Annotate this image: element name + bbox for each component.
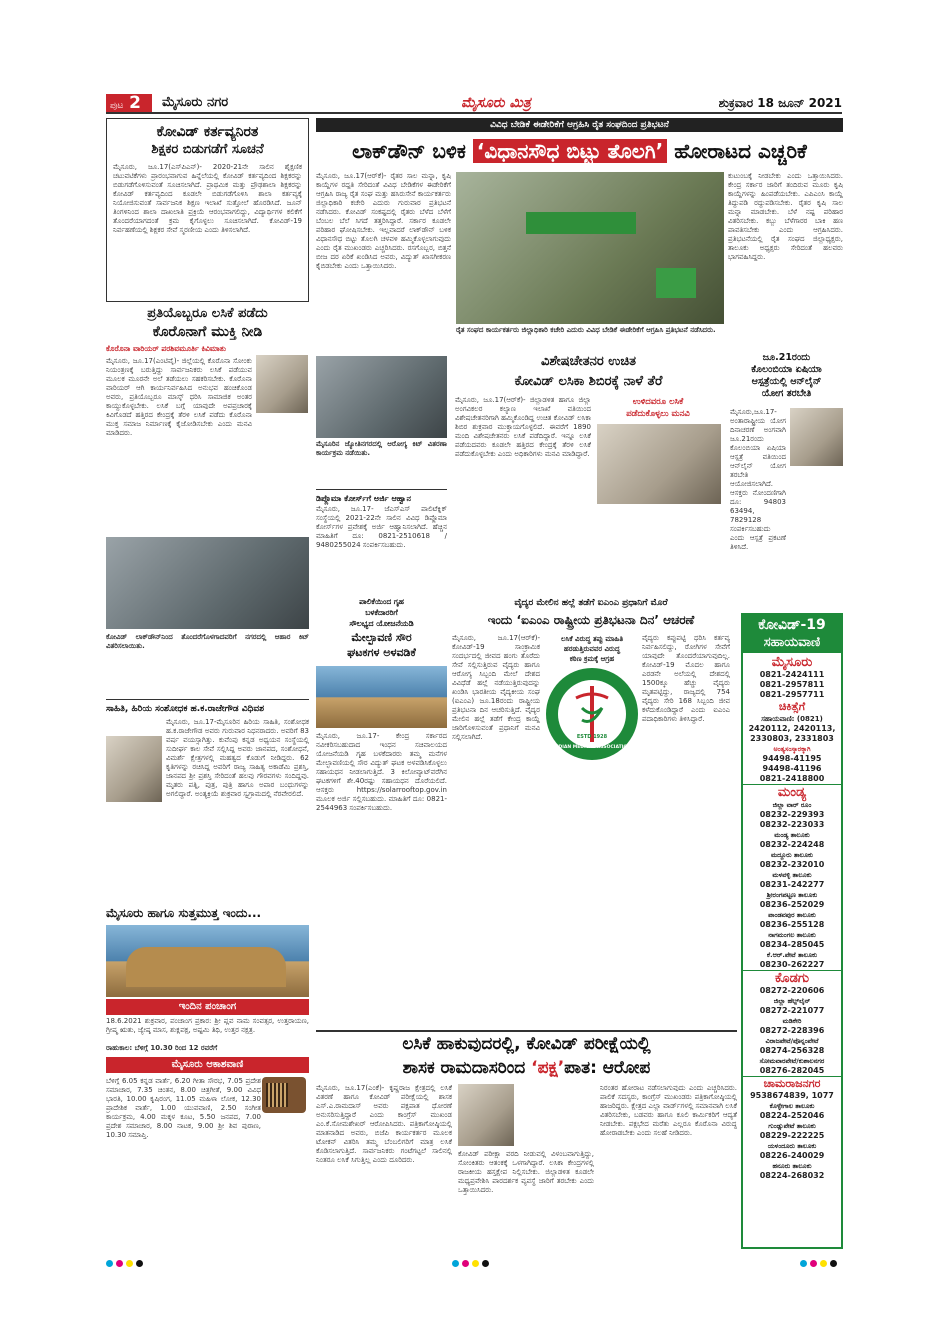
phone-number: ಸಹಾಯವಾಣಿ: (0821) (761, 715, 823, 723)
phone-number: 08232-229393 (759, 810, 825, 819)
bottom-headline-1: ಲಸಿಕೆ ಹಾಕುವುದರಲ್ಲಿ, ಕೋವಿಡ್ ಪರೀಕ್ಷೆಯಲ್ಲಿ (402, 1034, 651, 1054)
magenta-dot (810, 1260, 817, 1267)
solar-body: ಮೈಸೂರು, ಜೂ.17- ಕೇಂದ್ರ ಸರ್ಕಾರದ ನವೀಕರಿಸಬಹುದಾದ ಇಂಧನ ಸಚಿವಾಲಯದ ಯೋಜನೆಯಡಿ ಗೃಹ ಬಳಕೆದಾರರು ತಮ್ಮ ಮನೆಗಳ ಮೇಲ್ಛಾವಣಿಯಲ್ಲಿ ಸೌರ ವಿದ್ಯುತ್ ಘಟಕ ಅಳವಡಿಸಿಕೊಳ್ಳಲು ಸಹಾಯಧನ ನೀಡಲಾಗುತ್ತಿದೆ. 3 ಕಿಲೋವ್ಯಾಟ್‌ವರೆಗಿನ ಘಟಕಗಳಿಗೆ ಶೇ.40ರಷ್ಟು ಸಹಾಯಧನ ದೊರೆಯಲಿದೆ. ಆಸಕ್ತರು https://solarrooftop.gov.in ಮೂಲಕ ಅರ್ಜಿ ಸಲ್ಲಿಸಬಹುದು. ಮಾಹಿತಿಗೆ ದೂ: 0821-2544963 ಸಂಪರ್ಕಿಸಬಹುದು. (316, 732, 447, 812)
district-name: ಕೊಡಗು (774, 971, 810, 986)
district-name: ಚಾಮರಾಜನಗರ (763, 1077, 821, 1090)
ima-body-b: ವೈದ್ಯರು ಕಪ್ಪುಪಟ್ಟಿ ಧರಿಸಿ ಕರ್ತವ್ಯ ನಿರ್ವಹಿಸಲಿದ್ದು, ರೋಗಿಗಳ ಸೇವೆಗೆ ಯಾವುದೇ ತೊಂದರೆಯಾಗುವುದಿಲ್ಲ. ಕೋವಿಡ್-19 ಮೊದಲ ಹಾಗೂ ಎರಡನೇ ಅಲೆಯಲ್ಲಿ ದೇಶದಲ್ಲಿ 1500ಕ್ಕೂ ಹೆಚ್ಚು ವೈದ್ಯರು ಮೃತಪಟ್ಟಿದ್ದು, ರಾಜ್ಯದಲ್ಲಿ 754 ವೈದ್ಯರು ಸೇರಿ 168 ಸಿಬ್ಬಂದಿ ಜೀವ ಕಳೆದುಕೊಂಡಿದ್ದಾರೆ ಎಂದು ಐಎಂಎ ಪದಾಧಿಕಾರಿಗಳು ತಿಳಿಸಿದ್ದಾರೆ. (642, 634, 730, 723)
story-teachers-headline-1: ಕೋವಿಡ್ ಕರ್ತವ್ಯನಿರತ (156, 124, 259, 140)
district-name: ಮಂಡ್ಯ (777, 785, 807, 800)
phone-number: 08234-285045 (759, 940, 825, 949)
cyan-dot (800, 1260, 807, 1267)
diploma-story-body: ಮೈಸೂರು, ಜೂ.17- ಜೆಎಸ್‌ಎಸ್ ಪಾಲಿಟೆಕ್ನಿಕ್ ಸಂಸ್ಥೆಯಲ್ಲಿ 2021-22ನೇ ಸಾಲಿನ ವಿವಿಧ ಡಿಪ್ಲೊಮಾ ಕೋರ್ಸ್‌ಗಳ ಪ್ರವೇಶಕ್ಕೆ ಅರ್ಜಿ ಆಹ್ವಾನಿಸಲಾಗಿದೆ. ಹೆಚ್ಚಿನ ಮಾಹಿತಿಗೆ ದೂ: 0821-2510618 / 9480255024 ಸಂಪರ್ಕಿಸಬಹುದು. (316, 505, 447, 549)
phone-number: 0821-2957811 (759, 680, 825, 689)
phone-number: 0821-2424111 (759, 670, 825, 679)
magenta-dot (116, 1260, 123, 1267)
story-teachers (106, 118, 309, 302)
story-teachers-body: ಮೈಸೂರು, ಜೂ.17(ಎಸ್‌ಪಿಎನ್)- 2020-21ನೇ ಸಾಲಿನ ಶೈಕ್ಷಣಿಕ ಚಟುವಟಿಕೆಗಳು ಪ್ರಾರಂಭವಾಗುವ ಹಿನ್ನೆಲೆಯಲ್ಲಿ ಕೋವಿಡ್ ಕರ್ತವ್ಯದಿಂದ ಶಿಕ್ಷಕರನ್ನು ಬಿಡುಗಡೆಗೊಳಿಸುವಂತೆ ಸೂಚಿಸಲಾಗಿದೆ. ಪ್ರಾಥಮಿಕ ಮತ್ತು ಪ್ರೌಢಶಾಲಾ ಶಿಕ್ಷಕರನ್ನು ಕೋವಿಡ್ ಕರ್ತವ್ಯದಿಂದ ಕೂಡಲೇ ಬಿಡುಗಡೆಗೊಳಿಸಿ ಶಾಲಾ ಕರ್ತವ್ಯಕ್ಕೆ ನಿಯೋಜಿಸುವಂತೆ ಸಾರ್ವಜನಿಕ ಶಿಕ್ಷಣ ಇಲಾಖೆ ಸುತ್ತೋಲೆ ಹೊರಡಿಸಿದೆ. ಜೂನ್ ತಿಂಗಳಿನಿಂದ ಶಾಲಾ ದಾಖಲಾತಿ ಪ್ರಕ್ರಿಯೆ ಆರಂಭವಾಗಲಿದ್ದು, ವಿದ್ಯಾರ್ಥಿಗಳ ಕಲಿಕೆಗೆ ತೊಂದರೆಯಾಗದಂತೆ ಕ್ರಮ ಕೈಗೊಳ್ಳಲು ಸೂಚಿಸಲಾಗಿದೆ. ಕೋವಿಡ್-19 ನಿರ್ವಹಣೆಯಲ್ಲಿ ಶಿಕ್ಷಕರ ಸೇವೆ ಸ್ಮರಣೀಯ ಎಂದು ತಿಳಿಸಲಾಗಿದೆ. (113, 163, 302, 234)
phone-label: ಮಂಡ್ಯ ತಾಲೂಕು (774, 831, 810, 839)
phone-number: 0821-2957711 (759, 690, 825, 699)
ima-logo-text: INDIAN MEDICAL ASSOCIATION (553, 745, 631, 750)
yellow-dot (820, 1260, 827, 1267)
magenta-dot (462, 1260, 469, 1267)
radio-body: ಬೆಳಿಗ್ಗೆ 6.05 ಕನ್ನಡ ವಾರ್ತೆ, 6.20 ಗೀತಾ ಸೌರಭ, 7.05 ಪ್ರದೇಶ ಸಮಾಚಾರ, 7.35 ಚಿಂತನ, 8.00 ಚಿತ್ರಗೀತೆ, 9.00 ವಿವಿಧ ಭಾರತಿ, 10.00 ಕೃಷಿರಂಗ, 11.05 ಮಹಿಳಾ ಲೋಕ, 12.30 ಪ್ರಾದೇಶಿಕ ವಾರ್ತೆ, 1.00 ಯುವವಾಣಿ, 2.50 ಸಂಗೀತ ಕಾರ್ಯಕ್ರಮ, 4.00 ಮಕ್ಕಳ ಕೂಟ, 5.50 ಜನಪದ, 7.00 ಪ್ರದೇಶ ಸಮಾಚಾರ, 8.00 ನಾಟಕ, 9.00 ಶ್ರೀ ಶಿವ ಪುರಾಣ, 10.30 ಸಮಾಪ್ತಿ. (106, 1077, 261, 1139)
phone-number: 08231-242277 (759, 880, 825, 889)
helpline-title-1: ಕೋವಿಡ್-19 (758, 617, 826, 633)
story-obituary (106, 699, 309, 899)
black-dot (136, 1260, 143, 1267)
phone-number: 08232-232010 (759, 860, 825, 869)
yoga-title-1: ಜೂ.21ರಂದು (762, 352, 811, 363)
page-label (106, 94, 152, 112)
phone-label: ಮಡಿಕೇರಿ (782, 1017, 802, 1025)
solar-title-2: ಬಳಕೆದಾರರಿಗೆ (365, 608, 398, 617)
masthead: ಮೈಸೂರು ಮಿತ್ರ (461, 95, 531, 111)
page-header (106, 92, 842, 114)
phone-number: 08236-255128 (759, 920, 825, 929)
story-vaccine-warrior-body: ಮೈಸೂರು, ಜೂ.17(ಎಂಟಿವೈ)- ಜಿಲ್ಲೆಯಲ್ಲಿ ಕೊರೊನಾ ಸೋಂಕು ನಿಯಂತ್ರಣಕ್ಕೆ ಬರುತ್ತಿದ್ದು ಸಾರ್ವಜನಿಕರು ಲಸಿಕೆ ಪಡೆಯುವ ಮೂಲಕ ಮೂರನೇ ಅಲೆ ತಡೆಯಲು ಸಹಕರಿಸಬೇಕು. ಕೊರೊನಾ ವಾರಿಯರ್ ಆಗಿ ಕಾರ್ಯನಿರ್ವಹಿಸಿದ ಅನುಭವ ಹಂಚಿಕೊಂಡ ಅವರು, ಪ್ರತಿಯೊಬ್ಬರೂ ಮಾಸ್ಕ್ ಧರಿಸಿ ಸಾಮಾಜಿಕ ಅಂತರ ಕಾಯ್ದುಕೊಳ್ಳಬೇಕು. ಲಸಿಕೆ ಬಗ್ಗೆ ಯಾವುದೇ ಅಪಪ್ರಚಾರಕ್ಕೆ ಕಿವಿಗೊಡದೆ ಹತ್ತಿರದ ಕೇಂದ್ರಕ್ಕೆ ತೆರಳಿ ಲಸಿಕೆ ಪಡೆದು ಕೊರೊನಾ ಮುಕ್ತ ಸಮಾಜ ನಿರ್ಮಾಣಕ್ಕೆ ಕೈಜೋಡಿಸಬೇಕು ಎಂದು ಮನವಿ ಮಾಡಿದರು. (106, 357, 252, 437)
issue-date: ಶುಕ್ರವಾರ 18 ಜೂನ್ 2021 (718, 96, 842, 110)
panchanga-line-2: ರಾಹುಕಾಲ: ಬೆಳಿಗ್ಗೆ 10.30 ರಿಂದ 12 ರವರೆಗೆ (106, 1044, 218, 1052)
page-number: 2 (129, 93, 141, 113)
yoga-title-3: ಆಸ್ಪತ್ರೆಯಲ್ಲಿ ಆನ್‌ಲೈನ್ (751, 376, 822, 387)
district-treatment (743, 700, 841, 784)
special-camp-headline-a: ವಿಶೇಷಚೇತನರ ಉಚಿತ (541, 354, 636, 369)
special-camp-sub-2: ಪಡೆದುಕೊಳ್ಳಲು ಮನವಿ (626, 409, 690, 419)
yellow-dot (126, 1260, 133, 1267)
food-kit-caption: ಕೋವಿಡ್ ಲಾಕ್‌ಡೌನ್‌ನಿಂದ ತೊಂದರೆಗೊಳಗಾದವರಿಗೆ ನಗರದಲ್ಲಿ ಆಹಾರ ಕಿಟ್ ವಿತರಿಸಲಾಯಿತು. (106, 633, 309, 650)
lead-headline-b: ‘ವಿಧಾನಸೌಧ ಬಿಟ್ಟು ತೊಲಗಿ’ (473, 139, 667, 163)
lead-kicker: ವಿವಿಧ ಬೇಡಿಕೆ ಈಡೇರಿಕೆಗೆ ಆಗ್ರಹಿಸಿ ರೈತ ಸಂಘದಿಂದ ಪ್ರತಿಭಟನೆ (316, 118, 843, 132)
phone-number: 08224-268032 (759, 1171, 825, 1180)
story-teachers-headline-2: ಶಿಕ್ಷಕರ ಬಿಡುಗಡೆಗೆ ಸೂಚನೆ (151, 142, 264, 157)
phone-number: 08272-220606 (759, 986, 825, 995)
bottom-headline-2a: ಶಾಸಕ ರಾಮದಾಸರಿಂದ (402, 1058, 526, 1078)
story-vaccine-warrior-headline-2: ಕೊರೊನಾಗೆ ಮುಕ್ತಿ ನೀಡಿ (152, 324, 263, 340)
phone-number: 08230-262227 (759, 960, 825, 969)
phone-label: ಗುಂಡ್ಲುಪೇಟೆ ತಾಲೂಕು (768, 1122, 816, 1130)
helpline-box (741, 613, 843, 1249)
phone-number: 2420112, 2420113, (748, 724, 836, 733)
solar-story (316, 596, 447, 1026)
ima-story (452, 596, 730, 1026)
phone-number: 08232-223033 (759, 820, 825, 829)
mysore-palace-photo (106, 925, 309, 997)
phone-label: ಯಳಂದೂರು ತಾಲೂಕು (767, 1142, 817, 1150)
lead-body-right: ಕುಟುಂಬಕ್ಕೆ ನೀಡಬೇಕು ಎಂದು ಒತ್ತಾಯಿಸಿದರು. ಕೇಂದ್ರ ಸರ್ಕಾರ ಜಾರಿಗೆ ತಂದಿರುವ ಮೂರು ಕೃಷಿ ಕಾಯ್ದೆಗಳನ್ನು ಹಿಂಪಡೆಯಬೇಕು. ಎಪಿಎಂಸಿ ಕಾಯ್ದೆ ತಿದ್ದುಪಡಿ ರದ್ದುಪಡಿಸಬೇಕು. ರೈತರ ಕೃಷಿ ಸಾಲ ಮನ್ನಾ ಮಾಡಬೇಕು. ಬೆಳೆ ನಷ್ಟ ಪರಿಹಾರ ವಿತರಿಸಬೇಕು. ಕಬ್ಬು ಬೆಳೆಗಾರರ ಬಾಕಿ ಹಣ ಪಾವತಿಸಬೇಕು ಎಂದು ಆಗ್ರಹಿಸಿದರು. ಪ್ರತಿಭಟನೆಯಲ್ಲಿ ರೈತ ಸಂಘದ ಜಿಲ್ಲಾಧ್ಯಕ್ಷರು, ತಾಲೂಕು ಅಧ್ಯಕ್ಷರು ಸೇರಿದಂತೆ ಹಲವರು ಭಾಗವಹಿಸಿದ್ದರು. (728, 172, 843, 261)
bottom-body-b: ಕೋವಿಡ್ ಪರೀಕ್ಷಾ ವರದಿ ನೀಡುವಲ್ಲಿ ವಿಳಂಬವಾಗುತ್ತಿದ್ದು, ಸೋಂಕಿತರು ಆತಂಕಕ್ಕೆ ಒಳಗಾಗಿದ್ದಾರೆ. ಲಸಿಕಾ ಕೇಂದ್ರಗಳಲ್ಲಿ ರಾಜಕೀಯ ಹಸ್ತಕ್ಷೇಪ ನಿಲ್ಲಿಸಬೇಕು. ಜಿಲ್ಲಾಡಳಿತ ಕೂಡಲೇ ಮಧ್ಯಪ್ರವೇಶಿಸಿ ಪಾರದರ್ಶಕ ವ್ಯವಸ್ಥೆ ಜಾರಿಗೆ ತರಬೇಕು ಎಂದು ಒತ್ತಾಯಿಸಿದರು. (458, 1150, 594, 1194)
phone-number: 08236-252029 (759, 900, 825, 909)
bottom-headline-2b: ‘ಪಕ್ಷ’ (531, 1058, 565, 1078)
phone-number: 0821-2418800 (759, 774, 825, 783)
food-kit-photo (106, 537, 309, 629)
ima-logo-year: ESTD 1928 (576, 734, 608, 740)
story-vaccine-warrior-headline-1: ಪ್ರತಿಯೊಬ್ಬರೂ ಲಸಿಕೆ ಪಡೆದು (147, 306, 268, 321)
story-vaccine-warrior-subhead: ಕೊರೊನಾ ವಾರಿಯರ್ ಪರಶಿವಮೂರ್ತಿ ಕಿವಿಮಾತು (106, 344, 226, 353)
lead-headline-a: ಲಾಕ್‌ಡೌನ್ ಬಳಿಕ (352, 139, 466, 163)
phone-label: ಅಂತ್ಯಸಂಸ್ಕಾರಕ್ಕಾಗಿ (773, 745, 811, 753)
district-kodagu (743, 970, 841, 1076)
page-label-text: ಪುಟ (110, 101, 124, 111)
vaccination-photo (597, 424, 721, 504)
phone-label: ವಿರಾಜಪೇಟೆ/ಪೊನ್ನಂಪೇಟೆ (765, 1037, 819, 1045)
special-camp-sub (595, 396, 721, 420)
kit-distribution-caption: ಮೈಸೂರಿನ ಜ್ಯೋತಿನಗರದಲ್ಲಿ ಆರೋಗ್ಯ ಕಿಟ್ ವಿತರಣಾ ಕಾರ್ಯಕ್ರಮ ನಡೆಯಿತು. (316, 440, 447, 457)
cyan-dot (452, 1260, 459, 1267)
today-title: ಮೈಸೂರು ಹಾಗೂ ಸುತ್ತಮುತ್ತ ಇಂದು... (106, 906, 262, 920)
protest-banner (526, 212, 636, 234)
story-obituary-headline: ಸಾಹಿತಿ, ಹಿರಿಯ ಸಂಶೋಧಕ ಹ.ಕ.ರಾಜೇಗೌಡ ವಿಧಿವಶ (106, 704, 265, 714)
yellow-dot (472, 1260, 479, 1267)
bottom-story (316, 1030, 737, 1249)
speaker-portrait (458, 1084, 514, 1146)
solar-title-5: ಘಟಕಗಳ ಅಳವಡಿಕೆ (347, 646, 416, 659)
lead-body-left: ಮೈಸೂರು, ಜೂ.17(ಆರ್‌ಕೆ)- ರೈತರ ಸಾಲ ಮನ್ನಾ, ಕೃಷಿ ಕಾಯ್ದೆಗಳ ರದ್ದತಿ ಸೇರಿದಂತೆ ವಿವಿಧ ಬೇಡಿಕೆಗಳ ಈಡೇರಿಕೆಗೆ ಆಗ್ರಹಿಸಿ ರಾಜ್ಯ ರೈತ ಸಂಘ ಮತ್ತು ಹಸಿರುಸೇನೆ ಕಾರ್ಯಕರ್ತರು ಜಿಲ್ಲಾಧಿಕಾರಿ ಕಚೇರಿ ಎದುರು ಗುರುವಾರ ಪ್ರತಿಭಟನೆ ನಡೆಸಿದರು. ಕೋವಿಡ್ ಸಂಕಷ್ಟದಲ್ಲಿ ರೈತರು ಬೆಳೆದ ಬೆಳೆಗೆ ಬೆಂಬಲ ಬೆಲೆ ಸಿಗದೆ ತತ್ತರಿಸಿದ್ದಾರೆ. ಸರ್ಕಾರ ಕೂಡಲೇ ಪರಿಹಾರ ಘೋಷಿಸಬೇಕು. ಇಲ್ಲವಾದರೆ ಲಾಕ್‌ಡೌನ್ ಬಳಿಕ ವಿಧಾನಸೌಧ ಬಿಟ್ಟು ತೊಲಗಿ ಚಳವಳಿ ಹಮ್ಮಿಕೊಳ್ಳಲಾಗುವುದು ಎಂದು ರೈತ ಮುಖಂಡರು ಎಚ್ಚರಿಸಿದರು. ರಸಗೊಬ್ಬರ, ಬಿತ್ತನೆ ಬೀಜ ದರ ಏರಿಕೆ ಖಂಡಿಸಿದ ಅವರು, ವಿದ್ಯುತ್ ಖಾಸಗೀಕರಣ ಕೈಬಿಡಬೇಕು ಎಂದು ಒತ್ತಾಯಿಸಿದರು. (316, 172, 451, 270)
section-name: ಮೈಸೂರು ನಗರ (162, 95, 229, 110)
yoga-title-4: ಯೋಗ ತರಬೇತಿ (761, 388, 812, 399)
registration-dots-left (106, 1252, 146, 1271)
phone-number: 08276-282045 (759, 1066, 825, 1075)
kit-distribution-photo (316, 356, 447, 438)
district-name: ಚಿಕಿತ್ಸೆಗೆ (778, 700, 806, 713)
panchanga-line-1: 18.6.2021 ಶುಕ್ರವಾರ, ಪಂಚಾಂಗ ಪ್ರಕಾರ: ಶ್ರೀ ಪ್ಲವ ನಾಮ ಸಂವತ್ಸರ, ಉತ್ತರಾಯಣ, ಗ್ರೀಷ್ಮ ಋತು, ಜ್ಯೇಷ್ಠ ಮಾಸ, ಶುಕ್ಲಪಕ್ಷ, ಅಷ್ಟಮಿ ತಿಥಿ, ಉತ್ತರ ನಕ್ಷತ್ರ. (106, 1017, 309, 1034)
diploma-story-title: ಡಿಪ್ಲೊಮಾ ಕೋರ್ಸ್‌ಗೆ ಅರ್ಜಿ ಆಹ್ವಾನ (316, 494, 411, 503)
ima-logo (546, 668, 638, 760)
special-camp-story (455, 352, 722, 594)
phone-number: 9538674839, 1077 (750, 1091, 834, 1100)
yoga-story (730, 352, 843, 604)
solar-title-1: ಪಾಲಿಕೆಯಿಂದ ಗೃಹ (359, 597, 404, 606)
radio-title: ಮೈಸೂರು ಆಕಾಶವಾಣಿ (106, 1057, 309, 1073)
helpline-title-2: ಸಹಾಯವಾಣಿ (763, 635, 821, 650)
bottom-body-a: ಮೈಸೂರು, ಜೂ.17(ಎಂಕೆ)- ಕೃಷ್ಣರಾಜ ಕ್ಷೇತ್ರದಲ್ಲಿ ಲಸಿಕೆ ವಿತರಣೆ ಹಾಗೂ ಕೋವಿಡ್ ಪರೀಕ್ಷೆಯಲ್ಲಿ ಶಾಸಕ ಎಸ್.ಎ.ರಾಮದಾಸ್ ಅವರು ಪಕ್ಷಪಾತ ಧೋರಣೆ ಅನುಸರಿಸುತ್ತಿದ್ದಾರೆ ಎಂದು ಕಾಂಗ್ರೆಸ್ ಮುಖಂಡ ಎಂ.ಕೆ.ಸೋಮಶೇಖರ್ ಆರೋಪಿಸಿದರು. ಪತ್ರಿಕಾಗೋಷ್ಠಿಯಲ್ಲಿ ಮಾತನಾಡಿದ ಅವರು, ಬಿಜೆಪಿ ಕಾರ್ಯಕರ್ತರ ಮೂಲಕ ಟೋಕನ್ ವಿತರಿಸಿ ತಮ್ಮ ಬೆಂಬಲಿಗರಿಗೆ ಮಾತ್ರ ಲಸಿಕೆ ಕೊಡಿಸಲಾಗುತ್ತಿದೆ. ಸಾರ್ವಜನಿಕರು ಗಂಟೆಗಟ್ಟಲೆ ಸಾಲಿನಲ್ಲಿ ನಿಂತರೂ ಲಸಿಕೆ ಸಿಗುತ್ತಿಲ್ಲ ಎಂದು ದೂರಿದರು. (316, 1084, 452, 1164)
ima-headline: ಇಂದು ‘ಐಎಂಎ ರಾಷ್ಟ್ರೀಯ ಪ್ರತಿಭಟನಾ ದಿನ’ ಆಚರಣೆ (487, 613, 695, 627)
district-mysore (743, 653, 841, 700)
bottom-body-c: ನಿರಂತರ ಹೋರಾಟ ನಡೆಸಲಾಗುವುದು ಎಂದು ಎಚ್ಚರಿಸಿದರು. ಪಾಲಿಕೆ ಸದಸ್ಯರು, ಕಾಂಗ್ರೆಸ್ ಮುಖಂಡರು ಪತ್ರಿಕಾಗೋಷ್ಠಿಯಲ್ಲಿ ಹಾಜರಿದ್ದರು. ಕ್ಷೇತ್ರದ ಎಲ್ಲಾ ವಾರ್ಡ್‌ಗಳಲ್ಲಿ ಸಮಾನವಾಗಿ ಲಸಿಕೆ ವಿತರಿಸಬೇಕು, ಬಡವರು ಹಾಗೂ ಕೂಲಿ ಕಾರ್ಮಿಕರಿಗೆ ಆದ್ಯತೆ ನೀಡಬೇಕು. ಪಕ್ಷಭೇದ ಮರೆತು ಎಲ್ಲರೂ ಕೊರೊನಾ ವಿರುದ್ಧ ಹೋರಾಡಬೇಕು ಎಂದು ಸಲಹೆ ನೀಡಿದರು. (600, 1084, 737, 1137)
bottom-headline-2c: ಪಾತ: ಆರೋಪ (564, 1058, 651, 1078)
panchanga-title: ಇಂದಿನ ಪಂಚಾಂಗ (106, 999, 309, 1015)
protest-photo (456, 172, 724, 324)
phone-label: ಕೆ.ಆರ್.ಪೇಟೆ ತಾಲೂಕು (766, 951, 818, 959)
phone-number: 2330803, 2331803 (750, 734, 834, 743)
district-chamarajanagar (743, 1076, 841, 1181)
diploma-story (316, 489, 447, 589)
yoga-title-2: ಕೊಲಂಬಿಯಾ ಏಷಿಯಾ (751, 364, 822, 375)
lead-headline-c: ಹೋರಾಟದ ಎಚ್ಚರಿಕೆ (674, 139, 807, 163)
ima-kicker: ವೈದ್ಯರ ಮೇಲಿನ ಹಲ್ಲೆ ತಡೆಗೆ ಐಎಂಎ ಪ್ರಧಾನಿಗೆ ಮೊರೆ (514, 598, 668, 608)
phone-label: ಕೊಳ್ಳೇಗಾಲ ತಾಲೂಕು (769, 1102, 815, 1110)
phone-number: 94498-41196 (762, 764, 822, 773)
today-box (106, 903, 309, 1247)
obituary-portrait (106, 736, 162, 802)
phone-label: ಮಳವಳ್ಳಿ ತಾಲೂಕು (772, 871, 812, 879)
solar-title-4: ಮೇಲ್ಛಾವಣಿ ಸೌರ (351, 631, 412, 644)
special-camp-sub-1: ಉಳಿದವರೂ ಲಸಿಕೆ (632, 397, 684, 407)
registration-dots-right (800, 1252, 840, 1271)
ima-side-note-2: ಹರಡುತ್ತಿರುವವರ ವಿರುದ್ಧ (563, 645, 621, 653)
ima-side-note (546, 634, 638, 664)
phone-number: 08232-224248 (759, 840, 825, 849)
special-camp-body: ಮೈಸೂರು, ಜೂ.17(ಆರ್‌ಕೆ)- ಜಿಲ್ಲಾಡಳಿತ ಹಾಗೂ ಜಿಲ್ಲಾ ಅಂಗವಿಕಲರ ಕಲ್ಯಾಣ ಇಲಾಖೆ ವತಿಯಿಂದ ವಿಶೇಷಚೇತನರಿಗಾಗಿ ಹಮ್ಮಿಕೊಂಡಿದ್ದ ಉಚಿತ ಕೋವಿಡ್ ಲಸಿಕಾ ಶಿಬಿರ ಶುಕ್ರವಾರ ಮುಕ್ತಾಯಗೊಳ್ಳಲಿದೆ. ಈವರೆಗೆ 1890 ಮಂದಿ ವಿಶೇಷಚೇತನರು ಲಸಿಕೆ ಪಡೆದಿದ್ದಾರೆ. ಇನ್ನೂ ಲಸಿಕೆ ಪಡೆಯದವರು ಕೂಡಲೇ ಹತ್ತಿರದ ಕೇಂದ್ರಕ್ಕೆ ತೆರಳಿ ಲಸಿಕೆ ಪಡೆದುಕೊಳ್ಳಬೇಕು ಎಂದು ಅಧಿಕಾರಿಗಳು ಮನವಿ ಮಾಡಿದ್ದಾರೆ. (455, 396, 591, 458)
phone-label: ಜಿಲ್ಲಾ ಹೆಲ್ಪ್‌ಲೈನ್ (773, 997, 811, 1005)
phone-label: ಶ್ರೀರಂಗಪಟ್ಟಣ ತಾಲೂಕು (766, 891, 818, 899)
story-obituary-body: ಮೈಸೂರು, ಜೂ.17-ಮೈಸೂರಿನ ಹಿರಿಯ ಸಾಹಿತಿ, ಸಂಶೋಧಕ ಹ.ಕ.ರಾಜೇಗೌಡ ಅವರು ಗುರುವಾರ ನಿಧನರಾದರು. ಅವರಿಗೆ 83 ವರ್ಷ ವಯಸ್ಸಾಗಿತ್ತು. ಕುವೆಂಪು ಕನ್ನಡ ಅಧ್ಯಯನ ಸಂಸ್ಥೆಯಲ್ಲಿ ಸುದೀರ್ಘ ಕಾಲ ಸೇವೆ ಸಲ್ಲಿಸಿದ್ದ ಅವರು ಜಾನಪದ, ಸಂಶೋಧನೆ, ವಿಮರ್ಶೆ ಕ್ಷೇತ್ರಗಳಲ್ಲಿ ಮಹತ್ವದ ಕೊಡುಗೆ ನೀಡಿದ್ದರು. 62 ಕೃತಿಗಳನ್ನು ರಚಿಸಿದ್ದ ಅವರಿಗೆ ರಾಜ್ಯ ಸಾಹಿತ್ಯ ಅಕಾಡೆಮಿ ಪ್ರಶಸ್ತಿ, ಜಾನಪದ ಶ್ರೀ ಪ್ರಶಸ್ತಿ ಸೇರಿದಂತೆ ಹಲವು ಗೌರವಗಳು ಸಂದಿದ್ದವು. ಮೃತರು ಪತ್ನಿ, ಪುತ್ರ, ಪುತ್ರಿ ಹಾಗೂ ಅಪಾರ ಬಂಧುಗಳನ್ನು ಅಗಲಿದ್ದಾರೆ. ಅಂತ್ಯಕ್ರಿಯೆ ಶುಕ್ರವಾರ ಸ್ವಗ್ರಾಮದಲ್ಲಿ ನೆರವೇರಲಿದೆ. (166, 718, 309, 798)
phone-label: ಹನೂರು ತಾಲೂಕು (772, 1162, 812, 1170)
bottom-headline-2 (316, 1056, 737, 1080)
story-vaccine-warrior (106, 305, 309, 667)
special-camp-headline-b: ಕೋವಿಡ್ ಲಸಿಕಾ ಶಿಬಿರಕ್ಕೆ ನಾಳೆ ತೆರೆ (514, 374, 663, 389)
phone-label: ಜಿಲ್ಲಾ ವಾರ್ ರೂಂ (772, 801, 812, 809)
protest-sign (656, 268, 696, 298)
portrait-photo (256, 355, 308, 413)
phone-label: ಸೋಮವಾರಪೇಟೆ/ಕುಶಾಲನಗರ (759, 1057, 825, 1065)
helpline-header (743, 615, 841, 653)
phone-number: 08272-221077 (759, 1006, 825, 1015)
ima-body-a: ಮೈಸೂರು, ಜೂ.17(ಆರ್‌ಕೆ)- ಕೋವಿಡ್-19 ಸಾಂಕ್ರಾಮಿಕ ಸಂದರ್ಭದಲ್ಲಿ ಜೀವದ ಹಂಗು ತೊರೆದು ಸೇವೆ ಸಲ್ಲಿಸುತ್ತಿರುವ ವೈದ್ಯರು ಹಾಗೂ ಆರೋಗ್ಯ ಸಿಬ್ಬಂದಿ ಮೇಲೆ ದೇಶದ ವಿವಿಧೆಡೆ ಹಲ್ಲೆ ನಡೆಯುತ್ತಿರುವುದನ್ನು ಖಂಡಿಸಿ ಭಾರತೀಯ ವೈದ್ಯಕೀಯ ಸಂಘ (ಐಎಂಎ) ಜೂ.18ರಂದು ರಾಷ್ಟ್ರೀಯ ಪ್ರತಿಭಟನಾ ದಿನ ಆಚರಿಸುತ್ತಿದೆ. ವೈದ್ಯರ ಮೇಲಿನ ಹಲ್ಲೆ ತಡೆಗೆ ಕೇಂದ್ರ ಕಾಯ್ದೆ ಜಾರಿಗೊಳಿಸುವಂತೆ ಪ್ರಧಾನಿಗೆ ಮನವಿ ಸಲ್ಲಿಸಲಾಗಿದೆ. (452, 634, 540, 741)
district-name: ಮೈಸೂರು (771, 655, 813, 670)
phone-label: ಪಾಂಡವಪುರ ತಾಲೂಕು (768, 911, 816, 919)
black-dot (482, 1260, 489, 1267)
cyan-dot (106, 1260, 113, 1267)
phone-label: ಮದ್ದೂರು ತಾಲೂಕು (771, 851, 813, 859)
phone-label: ನಾಗಮಂಗಲ ತಾಲೂಕು (768, 931, 816, 939)
registration-dots-center (452, 1252, 492, 1271)
lead-photo-caption: ರೈತ ಸಂಘದ ಕಾರ್ಯಕರ್ತರು ಜಿಲ್ಲಾಧಿಕಾರಿ ಕಚೇರಿ ಎದುರು ವಿವಿಧ ಬೇಡಿಕೆ ಈಡೇರಿಕೆಗೆ ಆಗ್ರಹಿಸಿ ಪ್ರತಿಭಟನೆ ನಡೆಸಿದರು. (456, 326, 716, 334)
phone-number: 08274-256328 (759, 1046, 825, 1055)
solar-title-3: ಸೌಲಭ್ಯದ ಯೋಜನೆಯಡಿ (349, 619, 414, 628)
district-mandya (743, 784, 841, 970)
ima-side-note-3: ಕಠಿಣ ಕ್ರಮಕ್ಕೆ ಆಗ್ರಹ (569, 655, 615, 663)
phone-number: 08272-228396 (759, 1026, 825, 1035)
phone-number: 08226-240029 (759, 1151, 825, 1160)
palace-domes (126, 947, 286, 987)
yoga-body: ಮೈಸೂರು,ಜೂ.17-ಅಂತಾರಾಷ್ಟ್ರೀಯ ಯೋಗ ದಿನಾಚರಣೆ ಅಂಗವಾಗಿ ಜೂ.21ರಂದು ಕೊಲಂಬಿಯಾ ಏಷಿಯಾ ಆಸ್ಪತ್ರೆ ವತಿಯಿಂದ ಆನ್‌ಲೈನ್ ಯೋಗ ತರಬೇತಿ ಆಯೋಜಿಸಲಾಗಿದೆ. ಆಸಕ್ತರು ನೋಂದಣಿಗಾಗಿ ದೂ: 94803 63494, 7829128 ಸಂಪರ್ಕಿಸಬಹುದು ಎಂದು ಆಸ್ಪತ್ರೆ ಪ್ರಕಟಣೆ ತಿಳಿಸಿದೆ. (730, 408, 786, 551)
phone-number: 08224-252046 (759, 1111, 825, 1120)
lead-headline (316, 134, 843, 168)
phone-number: 08229-222225 (759, 1131, 825, 1140)
black-dot (830, 1260, 837, 1267)
phone-number: 94498-41195 (762, 754, 822, 763)
solar-panel-photo (316, 666, 447, 728)
ima-side-note-1: ಲಸಿಕೆ ವಿರುದ್ಧ ತಪ್ಪು ಮಾಹಿತಿ (560, 635, 624, 643)
